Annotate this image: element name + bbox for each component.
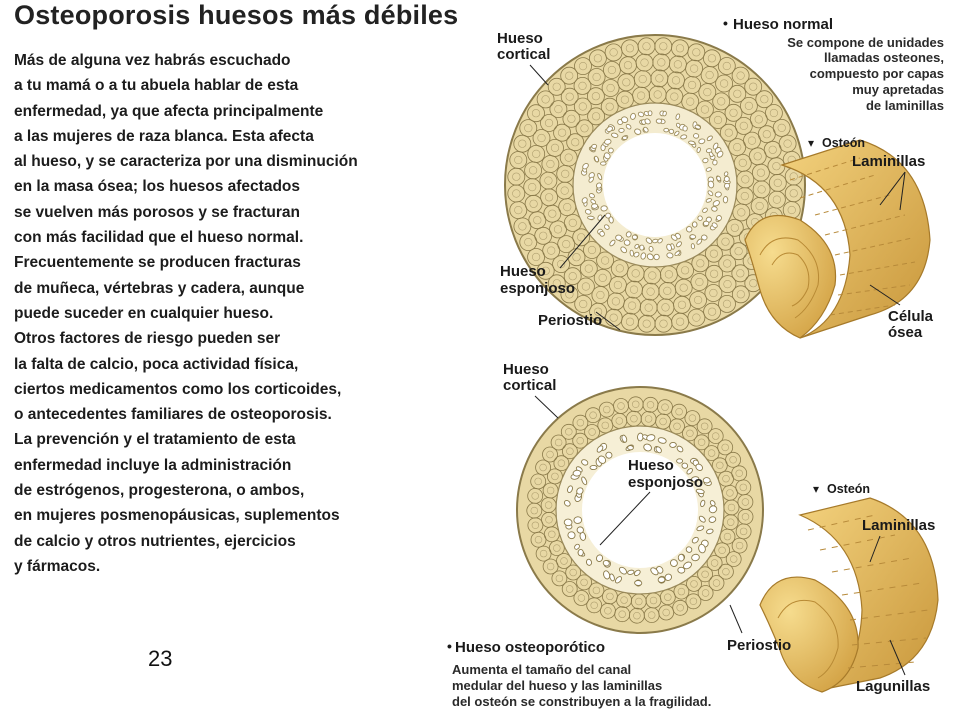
body-line: al hueso, y se caracteriza por una disminución bbox=[14, 153, 358, 171]
trabecula-pore bbox=[648, 111, 652, 116]
trabecula-pore bbox=[677, 567, 685, 574]
normal-cell-label: Célula bbox=[888, 308, 934, 325]
body-line: Otros factores de riesgo pueden ser bbox=[14, 330, 281, 348]
trabecula-pore bbox=[692, 222, 697, 228]
normal-spongy-label: Hueso bbox=[500, 263, 546, 280]
normal-cortical-label: cortical bbox=[497, 46, 551, 63]
osteoporotic-desc-line: medular del hueso y las laminillas bbox=[452, 678, 663, 693]
osteoporotic-spongy-label: esponjoso bbox=[628, 474, 704, 491]
trabecula-pore bbox=[658, 577, 665, 583]
trabecula-pore bbox=[677, 459, 683, 463]
normal-desc-line: llamadas osteones, bbox=[824, 50, 944, 65]
trabecula-pore bbox=[712, 160, 717, 165]
normal-osteon-label: Osteón bbox=[822, 136, 866, 150]
page-number: 23 bbox=[148, 646, 173, 671]
trabecula-pore bbox=[703, 478, 710, 484]
trabecula-pore bbox=[656, 119, 662, 123]
trabecula-pore bbox=[701, 234, 708, 240]
trabecula-pore bbox=[664, 128, 669, 132]
body-line: la falta de calcio, poca actividad física, bbox=[14, 355, 299, 373]
trabecula-pore bbox=[678, 554, 684, 561]
trabecula-pore bbox=[619, 128, 625, 132]
bullet-icon: • bbox=[723, 15, 728, 31]
trabecula-pore bbox=[601, 205, 608, 211]
normal-desc-line: Se compone de unidades bbox=[787, 35, 944, 50]
trabecula-pore bbox=[690, 235, 696, 239]
trabecula-pore bbox=[600, 162, 606, 166]
osteoporotic-desc-line: del osteón se constribuyen a la fragilidad. bbox=[452, 694, 712, 709]
body-line: a tu mamá o a tu abuela hablar de esta bbox=[14, 77, 299, 95]
body-line: en mujeres posmenopáusicas, suplementos bbox=[14, 507, 340, 525]
trabecula-pore bbox=[703, 221, 709, 226]
body-line: y fármacos. bbox=[14, 557, 101, 575]
normal-cortical-label: Hueso bbox=[497, 30, 543, 47]
osteoporotic-bone-heading: Hueso osteoporótico bbox=[455, 639, 606, 656]
trabecula-pore bbox=[622, 136, 627, 140]
normal-medullary-canal bbox=[603, 133, 707, 237]
trabecula-pore bbox=[591, 203, 598, 208]
osteoporotic-lacunae-label: Lagunillas bbox=[856, 678, 931, 695]
osteoporotic-cortical-label: Hueso bbox=[503, 361, 549, 378]
trabecula-pore bbox=[587, 216, 594, 220]
trabecula-pore bbox=[691, 243, 695, 249]
trabecula-pore bbox=[574, 516, 582, 523]
trabecula-pore bbox=[711, 206, 717, 212]
normal-desc-line: compuesto por capas bbox=[809, 66, 944, 81]
body-line: enfermedad incluye la administración bbox=[14, 456, 292, 474]
osteoporotic-desc-line: Aumenta el tamaño del canal bbox=[452, 662, 632, 677]
osteoporotic-bone-section bbox=[517, 387, 763, 633]
osteoporotic-periosteum-label: Periostio bbox=[727, 637, 792, 654]
osteoporotic-spongy-label: Hueso bbox=[628, 457, 674, 474]
bullet-icon: • bbox=[447, 638, 452, 654]
osteoporotic-cortical-label: cortical bbox=[503, 377, 557, 394]
osteoporotic-lamellae-label: Laminillas bbox=[862, 517, 936, 534]
body-line: enfermedad, ya que afecta principalmente bbox=[14, 102, 324, 120]
trabecula-pore bbox=[723, 196, 728, 203]
body-line: o antecedentes familiares de osteoporosis. bbox=[14, 406, 332, 424]
body-line: se vuelven más porosos y se fracturan bbox=[14, 203, 301, 221]
trabecula-pore bbox=[634, 580, 642, 585]
triangle-down-icon: ▾ bbox=[808, 136, 815, 150]
trabecula-pore bbox=[683, 126, 687, 131]
trabecula-pore bbox=[670, 442, 677, 447]
trabecula-pore bbox=[630, 250, 634, 256]
body-line: Frecuentemente se producen fracturas bbox=[14, 254, 301, 272]
body-line: puede suceder en cualquier hueso. bbox=[14, 304, 274, 322]
normal-spongy-label: esponjoso bbox=[500, 280, 576, 297]
normal-bone-heading: Hueso normal bbox=[733, 16, 834, 33]
trabecula-pore bbox=[693, 133, 699, 139]
normal-desc-line: muy apretadas bbox=[852, 82, 944, 97]
body-line: con más facilidad que el hueso normal. bbox=[14, 229, 304, 247]
trabecula-pore bbox=[573, 470, 581, 477]
body-line: La prevención y el tratamiento de esta bbox=[14, 431, 296, 449]
normal-periosteum-label: Periostio bbox=[538, 312, 603, 329]
body-line: en la masa ósea; los huesos afectados bbox=[14, 178, 301, 196]
trabecula-pore bbox=[564, 519, 572, 526]
trabecula-pore bbox=[590, 465, 597, 469]
body-line: a las mujeres de raza blanca. Esta afecta bbox=[14, 127, 314, 145]
body-line: de calcio y otros nutrientes, ejercicios bbox=[14, 532, 296, 550]
trabecula-pore bbox=[578, 549, 583, 556]
page-title: Osteoporosis huesos más débiles bbox=[14, 0, 459, 30]
normal-lamellae-label: Laminillas bbox=[852, 153, 926, 170]
body-line: Más de alguna vez habrás escuchado bbox=[14, 52, 291, 69]
normal-cell-label: ósea bbox=[888, 324, 923, 341]
body-line: de estrógenos, progesterona, o ambos, bbox=[14, 482, 305, 500]
body-line: de muñeca, vértebras y cadera, aunque bbox=[14, 279, 305, 297]
trabecula-pore bbox=[615, 235, 622, 241]
osteoporotic-osteon-label: Osteón bbox=[827, 482, 871, 496]
trabecula-pore bbox=[640, 245, 644, 250]
trabecula-pore bbox=[627, 445, 633, 450]
triangle-down-icon: ▾ bbox=[813, 482, 820, 496]
body-line: ciertos medicamentos como los corticoides, bbox=[14, 380, 342, 398]
normal-desc-line: de laminillas bbox=[865, 98, 944, 113]
